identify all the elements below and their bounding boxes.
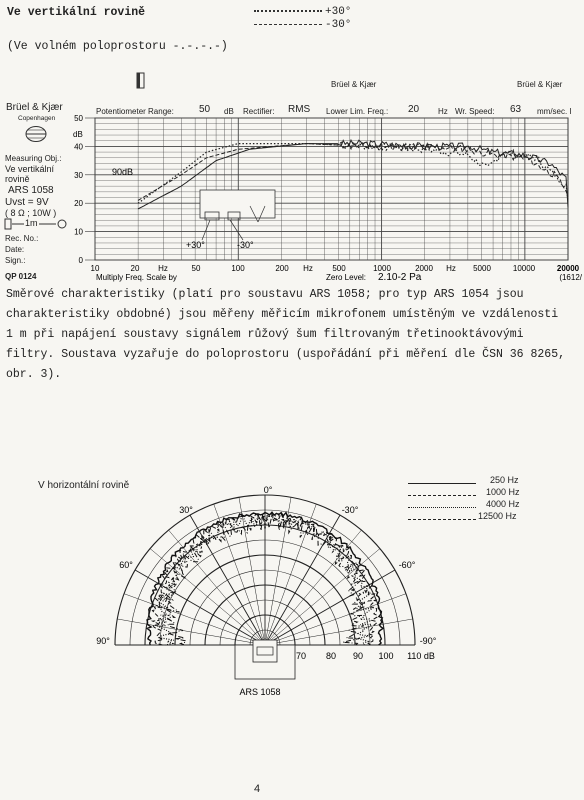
rec-no-label: Rec. No.:: [5, 234, 39, 243]
rectifier-label: Rectifier:: [243, 107, 275, 116]
x-tick-label: 10: [90, 264, 100, 273]
brand-city: Copenhagen: [18, 115, 56, 122]
polar-legend-label: 4000 Hz: [486, 499, 520, 509]
y-tick-label: 50: [74, 114, 83, 123]
chart-grid: [95, 118, 568, 260]
legend-item-plus30: [254, 6, 351, 18]
y-tick-label: 30: [74, 170, 83, 180]
angle-label-0: 0°: [263, 485, 273, 495]
sign-label: Sign.:: [5, 256, 26, 265]
impedance-label: ( 8 Ω ; 10W ): [5, 208, 57, 218]
lower-lim-unit: Hz: [438, 107, 448, 116]
brand-mark: Brüel & Kjær: [517, 80, 563, 89]
angle-label-minus90: -90°: [419, 636, 437, 646]
device-box: [200, 190, 275, 218]
potentiometer-value: 50: [199, 104, 211, 115]
angle-label-minus30: -30°: [341, 505, 359, 515]
page-subtitle: (Ve volném poloprostoru -.-.-.-): [7, 40, 228, 53]
polar-title: V horizontální rovině: [38, 480, 130, 491]
angle-line-minus: [230, 220, 243, 240]
x-tick-label: 20000: [556, 264, 580, 273]
page-number: 4: [254, 783, 261, 795]
chart-labels: [73, 114, 583, 283]
polar-spoke: [270, 549, 380, 642]
y-unit-label: dB: [73, 130, 83, 139]
distance-label: 1m: [25, 218, 38, 228]
paper-marker-icon: [136, 72, 146, 90]
measuring-obj-line1: Ve vertikální: [5, 164, 55, 174]
x-tick-label: 1000: [373, 264, 391, 273]
measuring-obj-line2: rovině: [5, 174, 30, 184]
polar-spoke: [190, 515, 262, 640]
lower-lim-label: Lower Lim. Freq.:: [326, 107, 389, 116]
scale-label: 80: [325, 651, 337, 661]
x-tick-label: 50: [191, 264, 201, 273]
y-tick-label: 10: [74, 227, 83, 237]
polar-device: [253, 640, 277, 662]
speed-value: 63: [510, 104, 522, 115]
potentiometer-label: Potentiometer Range:: [96, 107, 174, 116]
brand-row: [0, 72, 584, 92]
angle-label-30: 30°: [179, 505, 193, 515]
chart-frame: [95, 118, 568, 260]
angle-line-plus: [202, 220, 210, 240]
scale-label: 100: [378, 651, 394, 661]
lower-lim-value: 20: [408, 104, 420, 115]
polar-legend-label: 250 Hz: [490, 475, 519, 485]
scale-label: 110 dB: [407, 651, 435, 661]
uvst-label: Uvst = 9V: [5, 197, 49, 208]
device-label: ARS 1058: [239, 687, 281, 697]
x-tick-label: Hz: [446, 264, 456, 273]
x-tick-label: 100: [231, 264, 245, 273]
polar-spoke: [214, 504, 263, 639]
brand-mark: Brüel & Kjær: [331, 80, 377, 89]
x-tick-label: 500: [332, 264, 346, 273]
polar-spoke: [271, 594, 406, 643]
scale-label: 90: [352, 651, 364, 661]
polar-spoke: [169, 530, 262, 640]
multiply-label: Multiply Freq. Scale by: [96, 273, 177, 282]
brand-name: Brüel & Kjær: [6, 102, 63, 113]
figure-caption: Směrové charakteristiky (platí pro soustavu ARS 1058; pro typ ARS 1054 jsou charakteristiky obdobné) jsou měřeny měřicím mikrofonem umístěným ve vzdálenosti 1 m při napájení soustavy signálem růžový šum filtrovaným třetinooktávovými filtry. Soustava vyzařuje do poloprostoru (uspořádání při měření dle ČSN 36 8265, obr. 3).: [6, 288, 565, 381]
x-tick-label: 10000: [512, 264, 536, 273]
form-code: QP 0124: [5, 272, 37, 281]
measuring-label: Measuring Obj.:: [5, 154, 62, 163]
zero-level-value: 2.10-2 Pa: [378, 272, 422, 283]
corner-code: (1612/: [559, 273, 582, 282]
polar-spoke: [135, 570, 260, 642]
zero-level-label: Zero Level:: [326, 273, 367, 282]
angle-label-plus: +30°: [186, 240, 205, 250]
ref-level-label: 90dB: [112, 167, 134, 177]
angle-label-90: 90°: [96, 636, 110, 646]
x-tick-label: 2000: [415, 264, 433, 273]
polar-legend-label: 12500 Hz: [478, 511, 517, 521]
angle-label-minus: -30°: [237, 240, 254, 250]
x-tick-label: Hz: [158, 264, 168, 273]
polar-spoke: [270, 570, 395, 642]
angle-label-60: 60°: [119, 560, 133, 570]
date-label: Date:: [5, 245, 25, 254]
x-tick-label: 200: [275, 264, 289, 273]
y-tick-label: 40: [74, 142, 83, 152]
x-tick-label: Hz: [303, 264, 313, 273]
polar-plot: [80, 480, 440, 710]
rectifier-value: RMS: [288, 104, 311, 115]
page-title: Ve vertikální rovině: [7, 6, 146, 19]
polar-spoke: [124, 594, 259, 643]
legend-item-minus30: [254, 19, 351, 31]
potentiometer-unit: dB: [224, 107, 234, 116]
frequency-response-chart: [0, 110, 584, 285]
x-tick-label: 5000: [473, 264, 491, 273]
x-tick-label: 20: [130, 264, 140, 273]
polar-legend-label: 1000 Hz: [486, 487, 520, 497]
speed-label: Wr. Speed:: [455, 107, 495, 116]
scale-label: 70: [295, 651, 307, 661]
legend-label: -30°: [325, 19, 352, 31]
legend-label: +30°: [325, 6, 352, 18]
speed-unit: mm/sec. I: [537, 107, 572, 116]
angle-label-minus60: -60°: [398, 560, 416, 570]
model-label: ARS 1058: [8, 185, 54, 196]
y-tick-label: 20: [74, 199, 83, 209]
y-tick-label: 0: [78, 256, 83, 265]
